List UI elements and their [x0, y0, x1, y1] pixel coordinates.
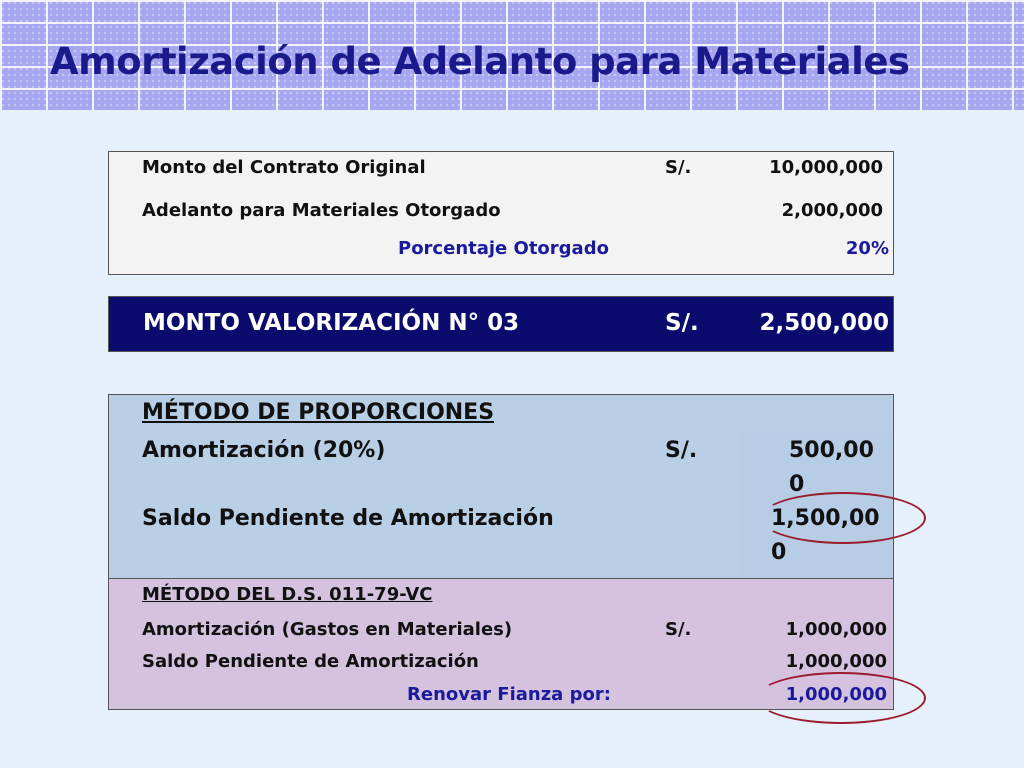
percent-label: Porcentaje Otorgado	[398, 238, 609, 259]
ds-heading: MÉTODO DEL D.S. 011-79-VC	[142, 584, 433, 605]
advance-value: 2,000,000	[781, 200, 883, 221]
original-contract-value: 10,000,000	[769, 157, 883, 178]
valuation-label: MONTO VALORIZACIÓN N° 03	[143, 310, 520, 336]
proportions-currency: S/.	[665, 438, 698, 463]
ds-method-box	[108, 578, 894, 710]
original-contract-currency: S/.	[665, 157, 692, 178]
proportions-amortization-value-line2: 0	[789, 472, 805, 497]
ds-balance-value: 1,000,000	[785, 651, 887, 672]
slide-title: Amortización de Adelanto para Materiales	[50, 40, 910, 83]
original-contract-label: Monto del Contrato Original	[142, 157, 426, 178]
valuation-value: 2,500,000	[759, 310, 889, 336]
proportions-heading: MÉTODO DE PROPORCIONES	[142, 400, 495, 425]
renew-bond-label: Renovar Fianza por:	[407, 684, 611, 705]
advance-label: Adelanto para Materiales Otorgado	[142, 200, 501, 221]
renew-bond-value: 1,000,000	[785, 684, 887, 705]
proportions-method-box	[108, 394, 894, 580]
contract-summary-box	[108, 151, 894, 275]
proportions-balance-value-line1: 1,500,00	[771, 506, 880, 531]
valuation-box	[108, 296, 894, 352]
ds-balance-label: Saldo Pendiente de Amortización	[142, 651, 479, 672]
proportions-balance-value-line2: 0	[771, 540, 787, 565]
ds-amortization-value: 1,000,000	[785, 619, 887, 640]
valuation-currency: S/.	[665, 310, 699, 336]
proportions-balance-label: Saldo Pendiente de Amortización	[142, 506, 554, 531]
ds-amortization-label: Amortización (Gastos en Materiales)	[142, 619, 513, 640]
ds-currency: S/.	[665, 619, 692, 640]
proportions-amortization-label: Amortización (20%)	[142, 438, 386, 463]
percent-value: 20%	[845, 238, 889, 259]
proportions-amortization-value-line1: 500,00	[789, 438, 874, 463]
